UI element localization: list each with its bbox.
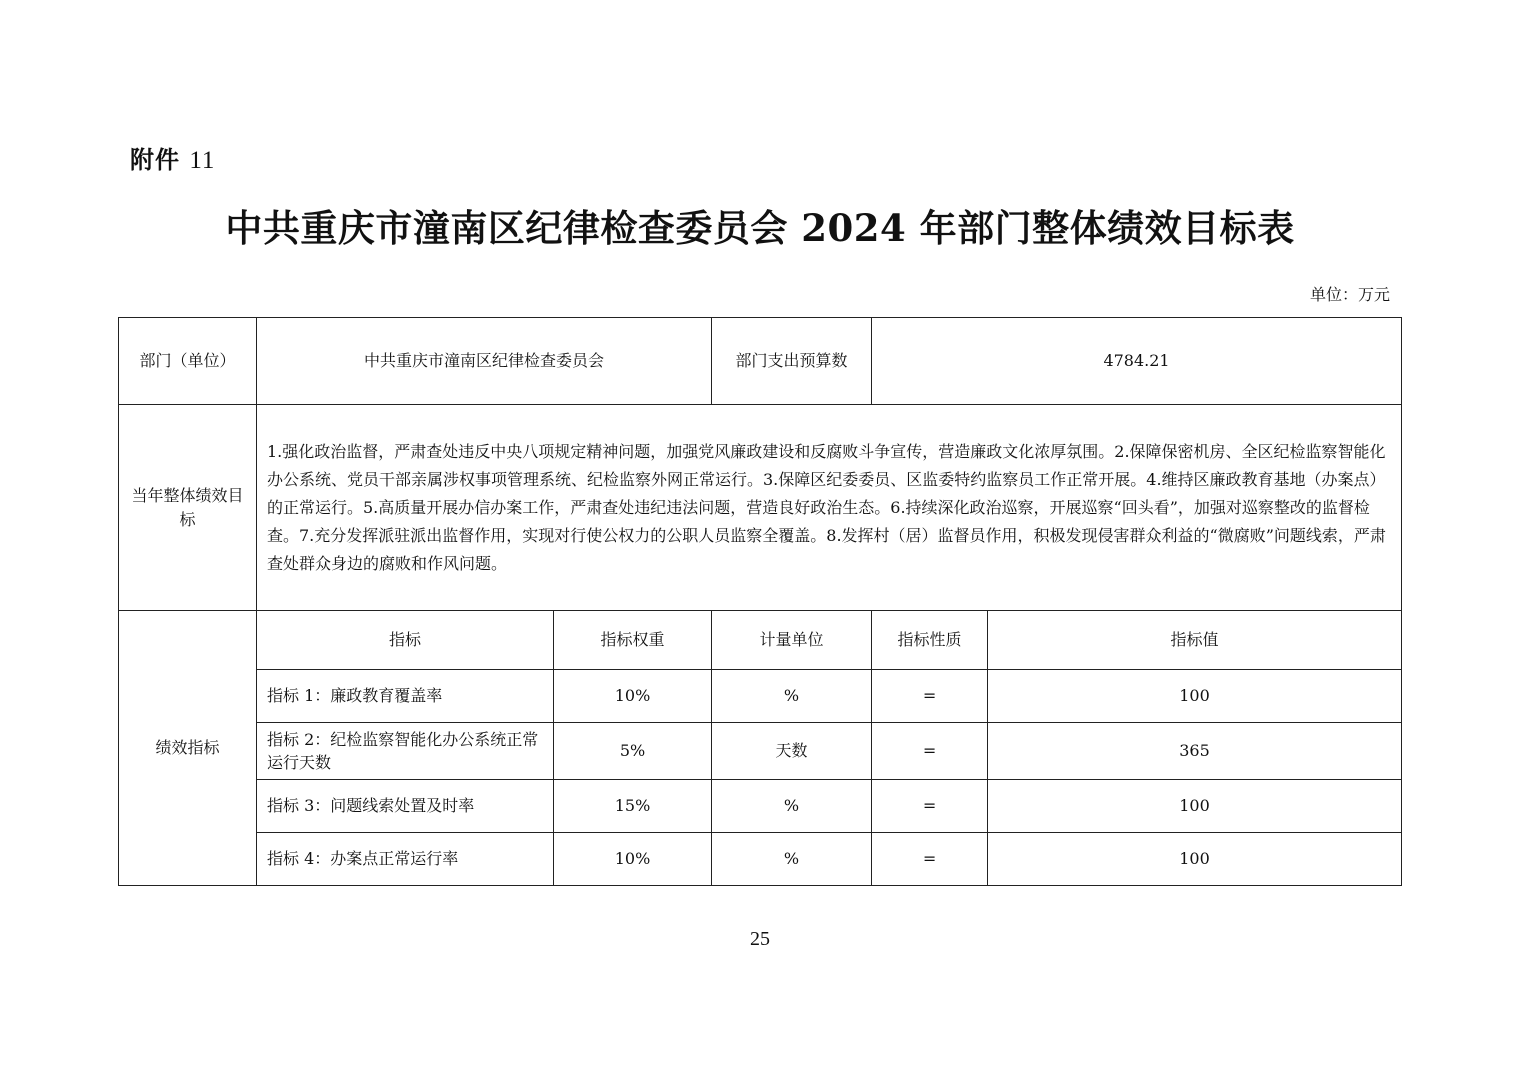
performance-target-table bbox=[118, 317, 1402, 886]
table-row bbox=[119, 833, 1402, 886]
attachment-number: 11 bbox=[189, 147, 216, 174]
dept-value: 中共重庆市潼南区纪律检查委员会 bbox=[257, 318, 712, 405]
budget-label: 部门支出预算数 bbox=[712, 318, 872, 405]
indicator-value: 100 bbox=[988, 833, 1402, 886]
table-row bbox=[119, 723, 1402, 780]
col-header-unit: 计量单位 bbox=[712, 611, 872, 670]
indicator-value: 100 bbox=[988, 780, 1402, 833]
indicator-nature: = bbox=[872, 780, 988, 833]
indicator-nature: = bbox=[872, 723, 988, 780]
indicator-unit: 天数 bbox=[712, 723, 872, 780]
indicator-unit: % bbox=[712, 670, 872, 723]
indicator-header-row bbox=[119, 611, 1402, 670]
col-header-nature: 指标性质 bbox=[872, 611, 988, 670]
indicator-weight: 10% bbox=[554, 833, 712, 886]
col-header-weight: 指标权重 bbox=[554, 611, 712, 670]
indicator-name: 指标 4：办案点正常运行率 bbox=[257, 833, 554, 886]
indicator-name: 指标 1：廉政教育覆盖率 bbox=[257, 670, 554, 723]
col-header-indicator: 指标 bbox=[257, 611, 554, 670]
indicator-nature: = bbox=[872, 670, 988, 723]
indicator-weight: 15% bbox=[554, 780, 712, 833]
budget-value: 4784.21 bbox=[872, 318, 1402, 405]
indicator-weight: 5% bbox=[554, 723, 712, 780]
col-header-value: 指标值 bbox=[988, 611, 1402, 670]
attachment-prefix: 附件 bbox=[130, 146, 180, 174]
document-title: 中共重庆市潼南区纪律检查委员会 2024 年部门整体绩效目标表 bbox=[225, 206, 1295, 250]
annual-goal-label: 当年整体绩效目标 bbox=[119, 405, 257, 611]
indicator-name: 指标 3：问题线索处置及时率 bbox=[257, 780, 554, 833]
indicator-unit: % bbox=[712, 780, 872, 833]
indicator-nature: = bbox=[872, 833, 988, 886]
indicator-weight: 10% bbox=[554, 670, 712, 723]
annual-goal-row bbox=[119, 405, 1402, 611]
indicator-value: 365 bbox=[988, 723, 1402, 780]
dept-label: 部门（单位） bbox=[119, 318, 257, 405]
annual-goal-text: 1.强化政治监督，严肃查处违反中央八项规定精神问题，加强党风廉政建设和反腐败斗争宣传，营造廉政文化浓厚氛围。2.保障保密机房、全区纪检监察智能化办公系统、党员干部亲属涉权事项管理系统、纪检监察外网正常运行。3.保障区纪委委员、区监委特约监察员工作正常开展。4.维持区廉政教育基地（办案点）的正常运行。5.高质量开展办信办案工作，严肃查处违纪违法问题，营造良好政治生态。6.持续深化政治巡察，开展巡察“回头看”，加强对巡察整改的监督检查。7.充分发挥派驻派出监督作用，实现对行使公权力的公职人员监察全覆盖。8.发挥村（居）监督员作用，积极发现侵害群众利益的“微腐败”问题线索，严肃查处群众身边的腐败和作风问题。 bbox=[257, 405, 1402, 611]
table-row bbox=[119, 780, 1402, 833]
unit-note: 单位：万元 bbox=[1309, 285, 1390, 304]
indicator-value: 100 bbox=[988, 670, 1402, 723]
page-number: 25 bbox=[750, 928, 770, 950]
attachment-label bbox=[130, 140, 215, 175]
indicators-label: 绩效指标 bbox=[119, 611, 257, 886]
table-row bbox=[119, 670, 1402, 723]
indicator-name: 指标 2：纪检监察智能化办公系统正常运行天数 bbox=[257, 723, 554, 780]
header-row bbox=[119, 318, 1402, 405]
indicator-unit: % bbox=[712, 833, 872, 886]
